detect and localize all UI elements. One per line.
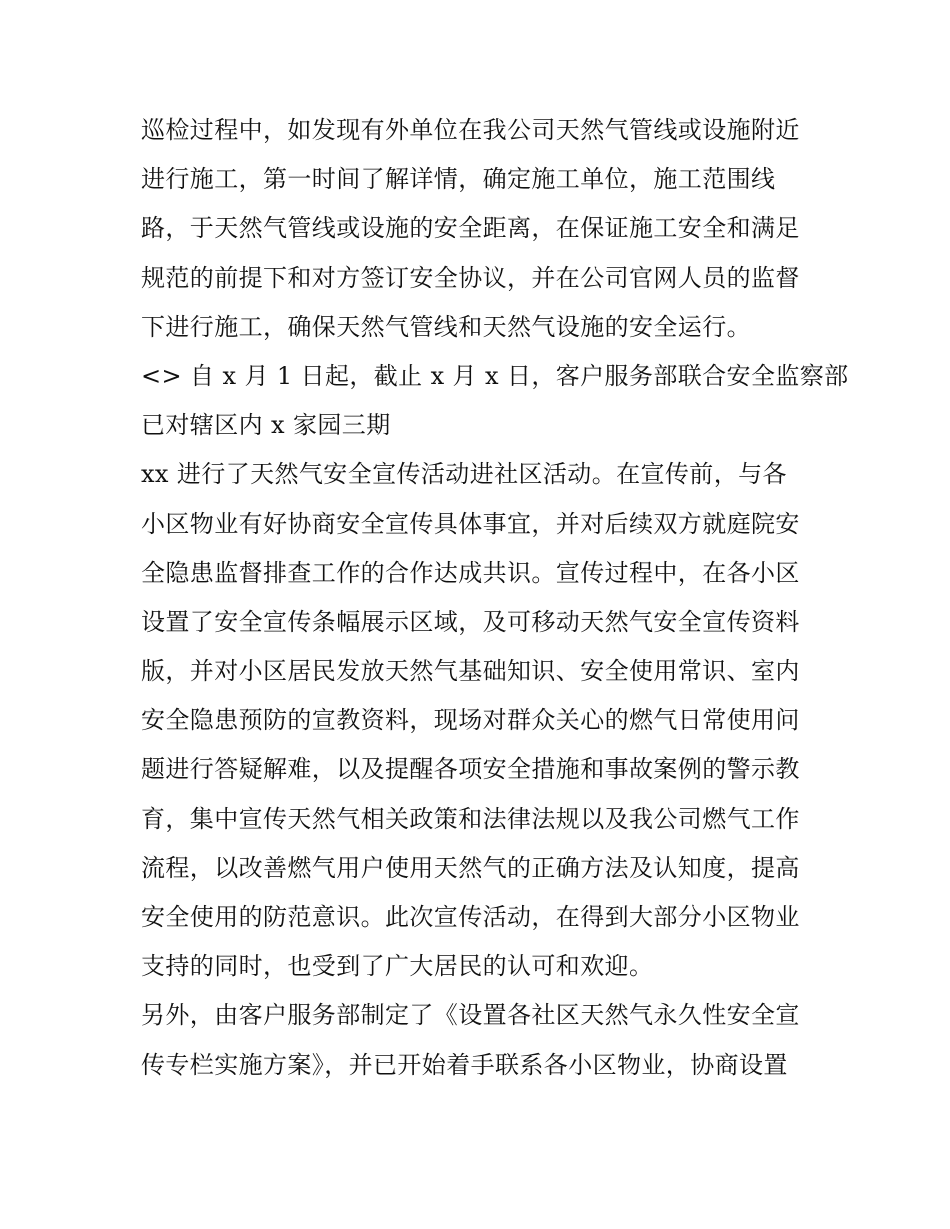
text-line-2: 进行施工，第一时间了解详情，确定施工单位，施工范围线 <box>141 165 776 194</box>
text-line-20: 传专栏实施方案》，并已开始着手联系各小区物业，协商设置 <box>141 1050 788 1079</box>
text-line-15: 育，集中宣传天然气相关政策和法律法规以及我公司燃气工作 <box>141 804 800 833</box>
text-line-11: 设置了安全宣传条幅展示区域，及可移动天然气安全宣传资料 <box>141 607 800 636</box>
text-line-5: 下进行施工，确保天然气管线和天然气设施的安全运行。 <box>141 312 751 341</box>
text-line-7: 已对辖区内 x 家园三期 <box>141 411 391 440</box>
text-line-4: 规范的前提下和对方签订安全协议，并在公司官网人员的监督 <box>141 263 800 292</box>
text-line-13: 安全隐患预防的宣教资料，现场对群众关心的燃气日常使用问 <box>141 706 800 735</box>
text-line-6: <> 自 x 月 1 日起，截止 x 月 x 日，客户服务部联合安全监察部 <box>141 361 849 390</box>
text-line-1: 巡检过程中，如发现有外单位在我公司天然气管线或设施附近 <box>141 116 800 144</box>
text-line-16: 流程，以改善燃气用户使用天然气的正确方法及认知度，提高 <box>141 853 800 882</box>
text-line-8: xx 进行了天然气安全宣传活动进社区活动。在宣传前，与各 <box>141 460 787 489</box>
text-line-19: 另外，由客户服务部制定了《设置各社区天然气永久性安全宣 <box>141 1001 800 1030</box>
text-line-17: 安全使用的防范意识。此次宣传活动，在得到大部分小区物业 <box>141 903 800 931</box>
text-line-10: 全隐患监督排查工作的合作达成共识。宣传过程中，在各小区 <box>141 558 800 587</box>
text-line-14: 题进行答疑解难，以及提醒各项安全措施和事故案例的警示教 <box>141 755 800 784</box>
text-line-3: 路，于天然气管线或设施的安全距离，在保证施工安全和满足 <box>141 214 800 243</box>
text-line-12: 版，并对小区居民发放天然气基础知识、安全使用常识、室内 <box>141 657 800 686</box>
text-line-18: 支持的同时，也受到了广大居民的认可和欢迎。 <box>141 952 654 981</box>
document-body <box>141 106 849 1090</box>
text-line-9: 小区物业有好协商安全宣传具体事宜，并对后续双方就庭院安 <box>141 509 800 538</box>
